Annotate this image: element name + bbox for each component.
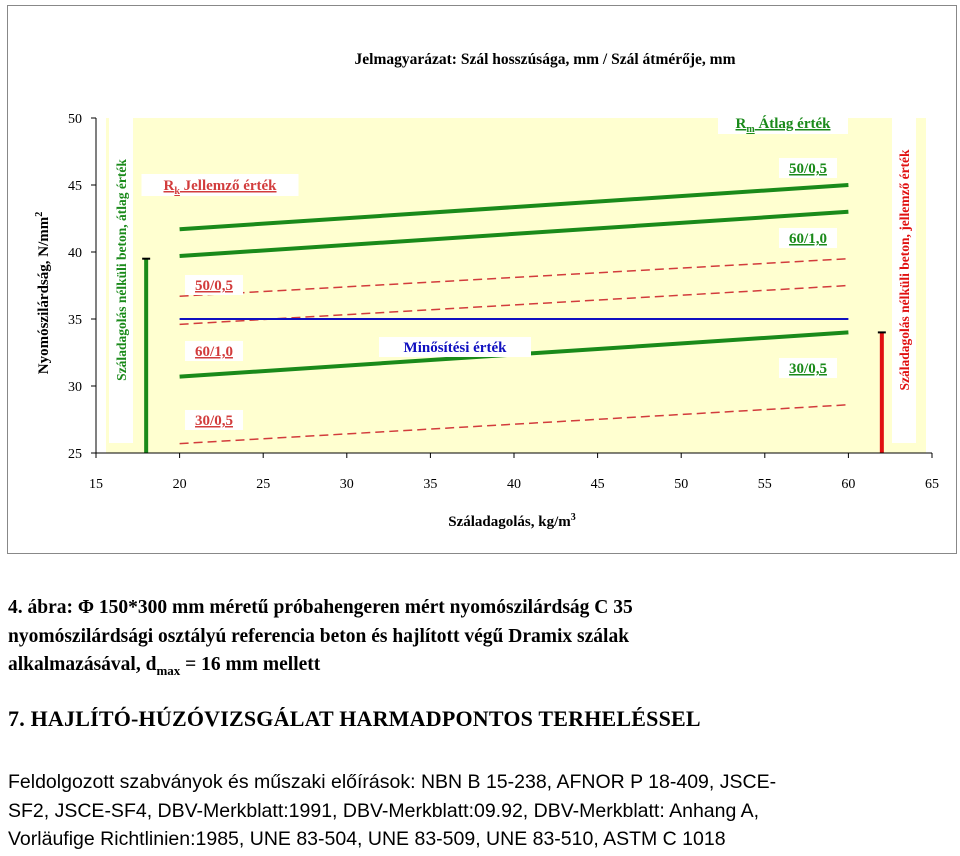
section-heading: 7. HAJLÍTÓ-HÚZÓVIZSGÁLAT HARMADPONTOS TERHELÉSSEL <box>8 706 701 731</box>
caption-line-3b: = 16 mm mellett <box>180 654 321 675</box>
y-tick-label: 50 <box>68 112 82 127</box>
x-tick-label: 25 <box>256 477 271 492</box>
series-label-rk-3: 30/0,5 <box>195 413 233 429</box>
y-axis-title <box>34 212 52 375</box>
chart-title: Jelmagyarázat: Szál hosszúsága, mm / Szál átmérője, mm <box>354 51 736 68</box>
y-tick-label: 35 <box>68 313 82 328</box>
reference-bar-label-1: Száladagolás nélküli beton, átlag érték <box>114 159 129 381</box>
figure-caption <box>8 594 948 685</box>
caption-line-1: 4. ábra: Φ 150*300 mm méretű próbahengeren mért nyomószilárdság C 35 <box>8 597 633 618</box>
caption-line-3 <box>8 651 948 685</box>
caption-line-3a: alkalmazásával, d <box>8 654 157 675</box>
x-tick-label: 60 <box>841 477 856 492</box>
rm-header-label: $R_m$ Átlag érték <box>735 116 831 135</box>
chart-frame <box>7 5 957 554</box>
x-axis-title <box>448 512 576 530</box>
x-tick-label: 30 <box>339 477 354 492</box>
reference-line-label: Minősítési érték <box>403 340 507 356</box>
series-label-rk-1: 50/0,5 <box>195 278 233 294</box>
y-axis-label-sup: 2 <box>34 211 45 217</box>
x-tick-label: 55 <box>757 477 772 492</box>
series-label-rm-1: 50/0,5 <box>789 161 827 177</box>
caption-dmax-sub: max <box>156 662 181 678</box>
x-tick-label: 20 <box>172 477 187 492</box>
y-tick-label: 25 <box>68 447 82 462</box>
chart <box>8 6 956 553</box>
x-tick-label: 50 <box>674 477 689 492</box>
x-tick-label: 65 <box>925 477 939 492</box>
y-axis-label: Nyomószilárdság, N/mm <box>36 216 52 375</box>
series-label-rm-2: 60/1,0 <box>789 231 827 247</box>
reference-bar-label-2: Száladagolás nélküli beton, jellemző érték <box>897 149 912 391</box>
body-line-1: Feldolgozott szabványok és műszaki előírások: NBN B 15-238, AFNOR P 18-409, JSCE- <box>8 771 777 793</box>
series-label-rk-2: 60/1,0 <box>195 344 233 360</box>
y-tick-label: 40 <box>68 246 82 261</box>
x-axis-label-sup: 3 <box>570 512 576 523</box>
x-tick-label: 15 <box>89 477 103 492</box>
y-tick-label: 30 <box>68 380 82 395</box>
body-line-2: SF2, JSCE-SF4, DBV-Merkblatt:1991, DBV-Merkblatt:09.92, DBV-Merkblatt: Anhang A, <box>8 799 760 822</box>
y-tick-label: 45 <box>68 179 82 194</box>
x-tick-label: 45 <box>590 477 605 492</box>
series-label-rm-3: 30/0,5 <box>789 361 827 377</box>
body-paragraph <box>8 768 950 854</box>
x-axis-label: Száladagolás, kg/m <box>448 514 571 530</box>
caption-line-2: nyomószilárdsági osztályú referencia beton és hajlított végű Dramix szálak <box>8 625 630 647</box>
x-tick-label: 40 <box>507 477 521 492</box>
rk-header-label: $R_k$ Jellemző érték <box>163 178 277 197</box>
x-tick-label: 35 <box>423 477 438 492</box>
body-line-3: Vorläufige Richtlinien:1985, UNE 83-504, UNE 83-509, UNE 83-510, ASTM C 1018 <box>8 828 726 850</box>
